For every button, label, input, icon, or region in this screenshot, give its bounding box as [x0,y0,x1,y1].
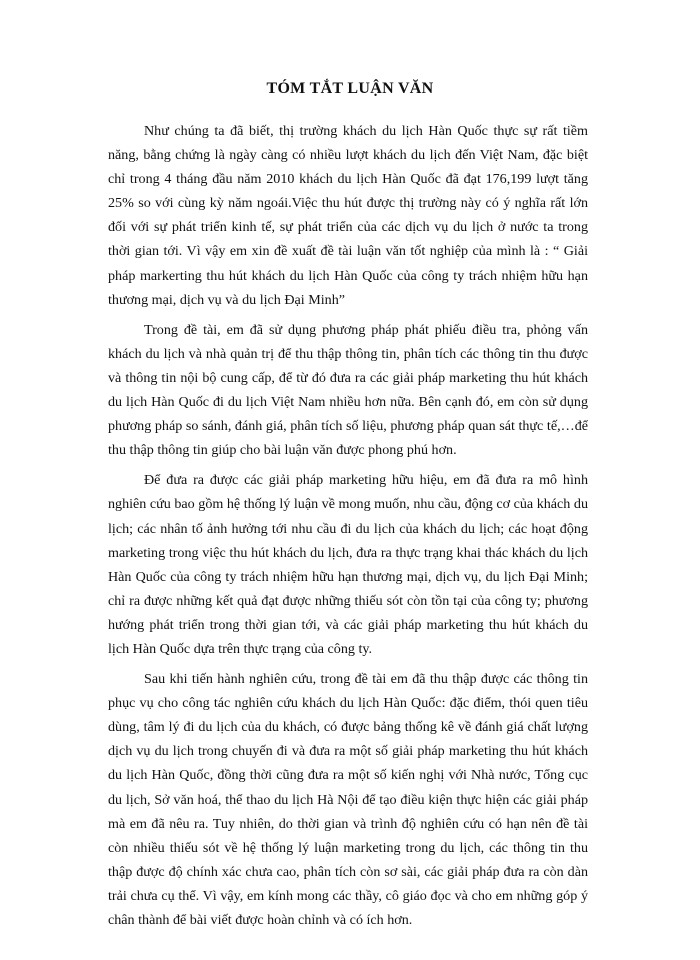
paragraph-2: Trong đề tài, em đã sử dụng phương pháp phát phiếu điều tra, phỏng vấn khách du lịch và nhà quản trị để thu thập thông tin, phân tích các thông tin thu được và thông tin nội bộ cung cấp, để từ đó đưa ra các giải pháp marketing thu hút khách du lịch Hàn Quốc đi du lịch Việt Nam nhiều hơn nữa. Bên cạnh đó, em còn sử dụng phương pháp so sánh, đánh giá, phân tích số liệu, phương pháp quan sát thực tế,…để thu thập thông tin giúp cho bài luận văn được phong phú hơn. [108,321,588,459]
document-body [108,119,588,938]
document-title: TÓM TẮT LUẬN VĂN [266,80,434,97]
paragraph-3: Để đưa ra được các giải pháp marketing hữu hiệu, em đã đưa ra mô hình nghiên cứu bao gồm hệ thống lý luận về mong muốn, nhu cầu, động cơ của khách du lịch; các nhân tố ảnh hưởng tới nhu cầu đi du lịch của khách du lịch; các hoạt động marketing trong việc thu hút khách du lịch, đưa ra thực trạng khai thác khách du lịch Hàn Quốc của công ty trách nhiệm hữu hạn thương mại, dịch vụ, du lịch Đại Minh; chỉ ra được những kết quả đạt được những thiếu sót còn tồn tại của công ty; phương hướng phát triển trong thời gian tới, và các giải pháp marketing thu hút khách du lịch Hàn Quốc dựa trên thực trạng của công ty. [108,472,588,657]
paragraph-4: Sau khi tiến hành nghiên cứu, trong đề tài em đã thu thập được các thông tin phục vụ cho công tác nghiên cứu khách du lịch Hàn Quốc: đặc điểm, thói quen tiêu dùng, tâm lý đi du lịch của du khách, có được bảng thống kê về đánh giá chất lượng dịch vụ du lịch trong chuyến đi và đưa ra một số giải pháp marketing thu hút khách du lịch Hàn Quốc, đồng thời cũng đưa ra một số kiến nghị với Nhà nước, Tổng cục du lịch, Sở văn hoá, thể thao du lịch Hà Nội để tạo điều kiện thực hiện các giải pháp mà em đã nêu ra. Tuy nhiên, do thời gian và trình độ nghiên cứu có hạn nên đề tài còn nhiều thiếu sót về hệ thống lý luận marketing trong du lịch, các thông tin thu thập được độ chính xác chưa cao, phân tích còn sơ sài, các giải pháp đưa ra còn dàn trải chưa cụ thể. Vì vậy, em kính mong các thầy, cô giáo đọc và cho em những góp ý chân thành để bài viết được hoàn chỉnh và có ích hơn. [108,671,588,928]
paragraph-1: Như chúng ta đã biết, thị trường khách du lịch Hàn Quốc thực sự rất tiềm năng, bằng chứng là ngày càng có nhiều lượt khách du lịch đến Việt Nam, đặc biệt chỉ trong 4 tháng đầu năm 2010 khách du lịch Hàn Quốc đã đạt 176,199 lượt tăng 25% so với cùng kỳ năm ngoái.Việc thu hút được thị trường này có ý nghĩa rất lớn đối với sự phát triển kinh tế, sự phát triển của các dịch vụ du lịch ở nước ta trong thời gian tới. Vì vậy em xin đề xuất đề tài luận văn tốt nghiệp của mình là : “ Giải pháp markerting thu hút khách du lịch Hàn Quốc của công ty trách nhiệm hữu hạn thương mại, dịch vụ và du lịch Đại Minh” [108,123,588,308]
